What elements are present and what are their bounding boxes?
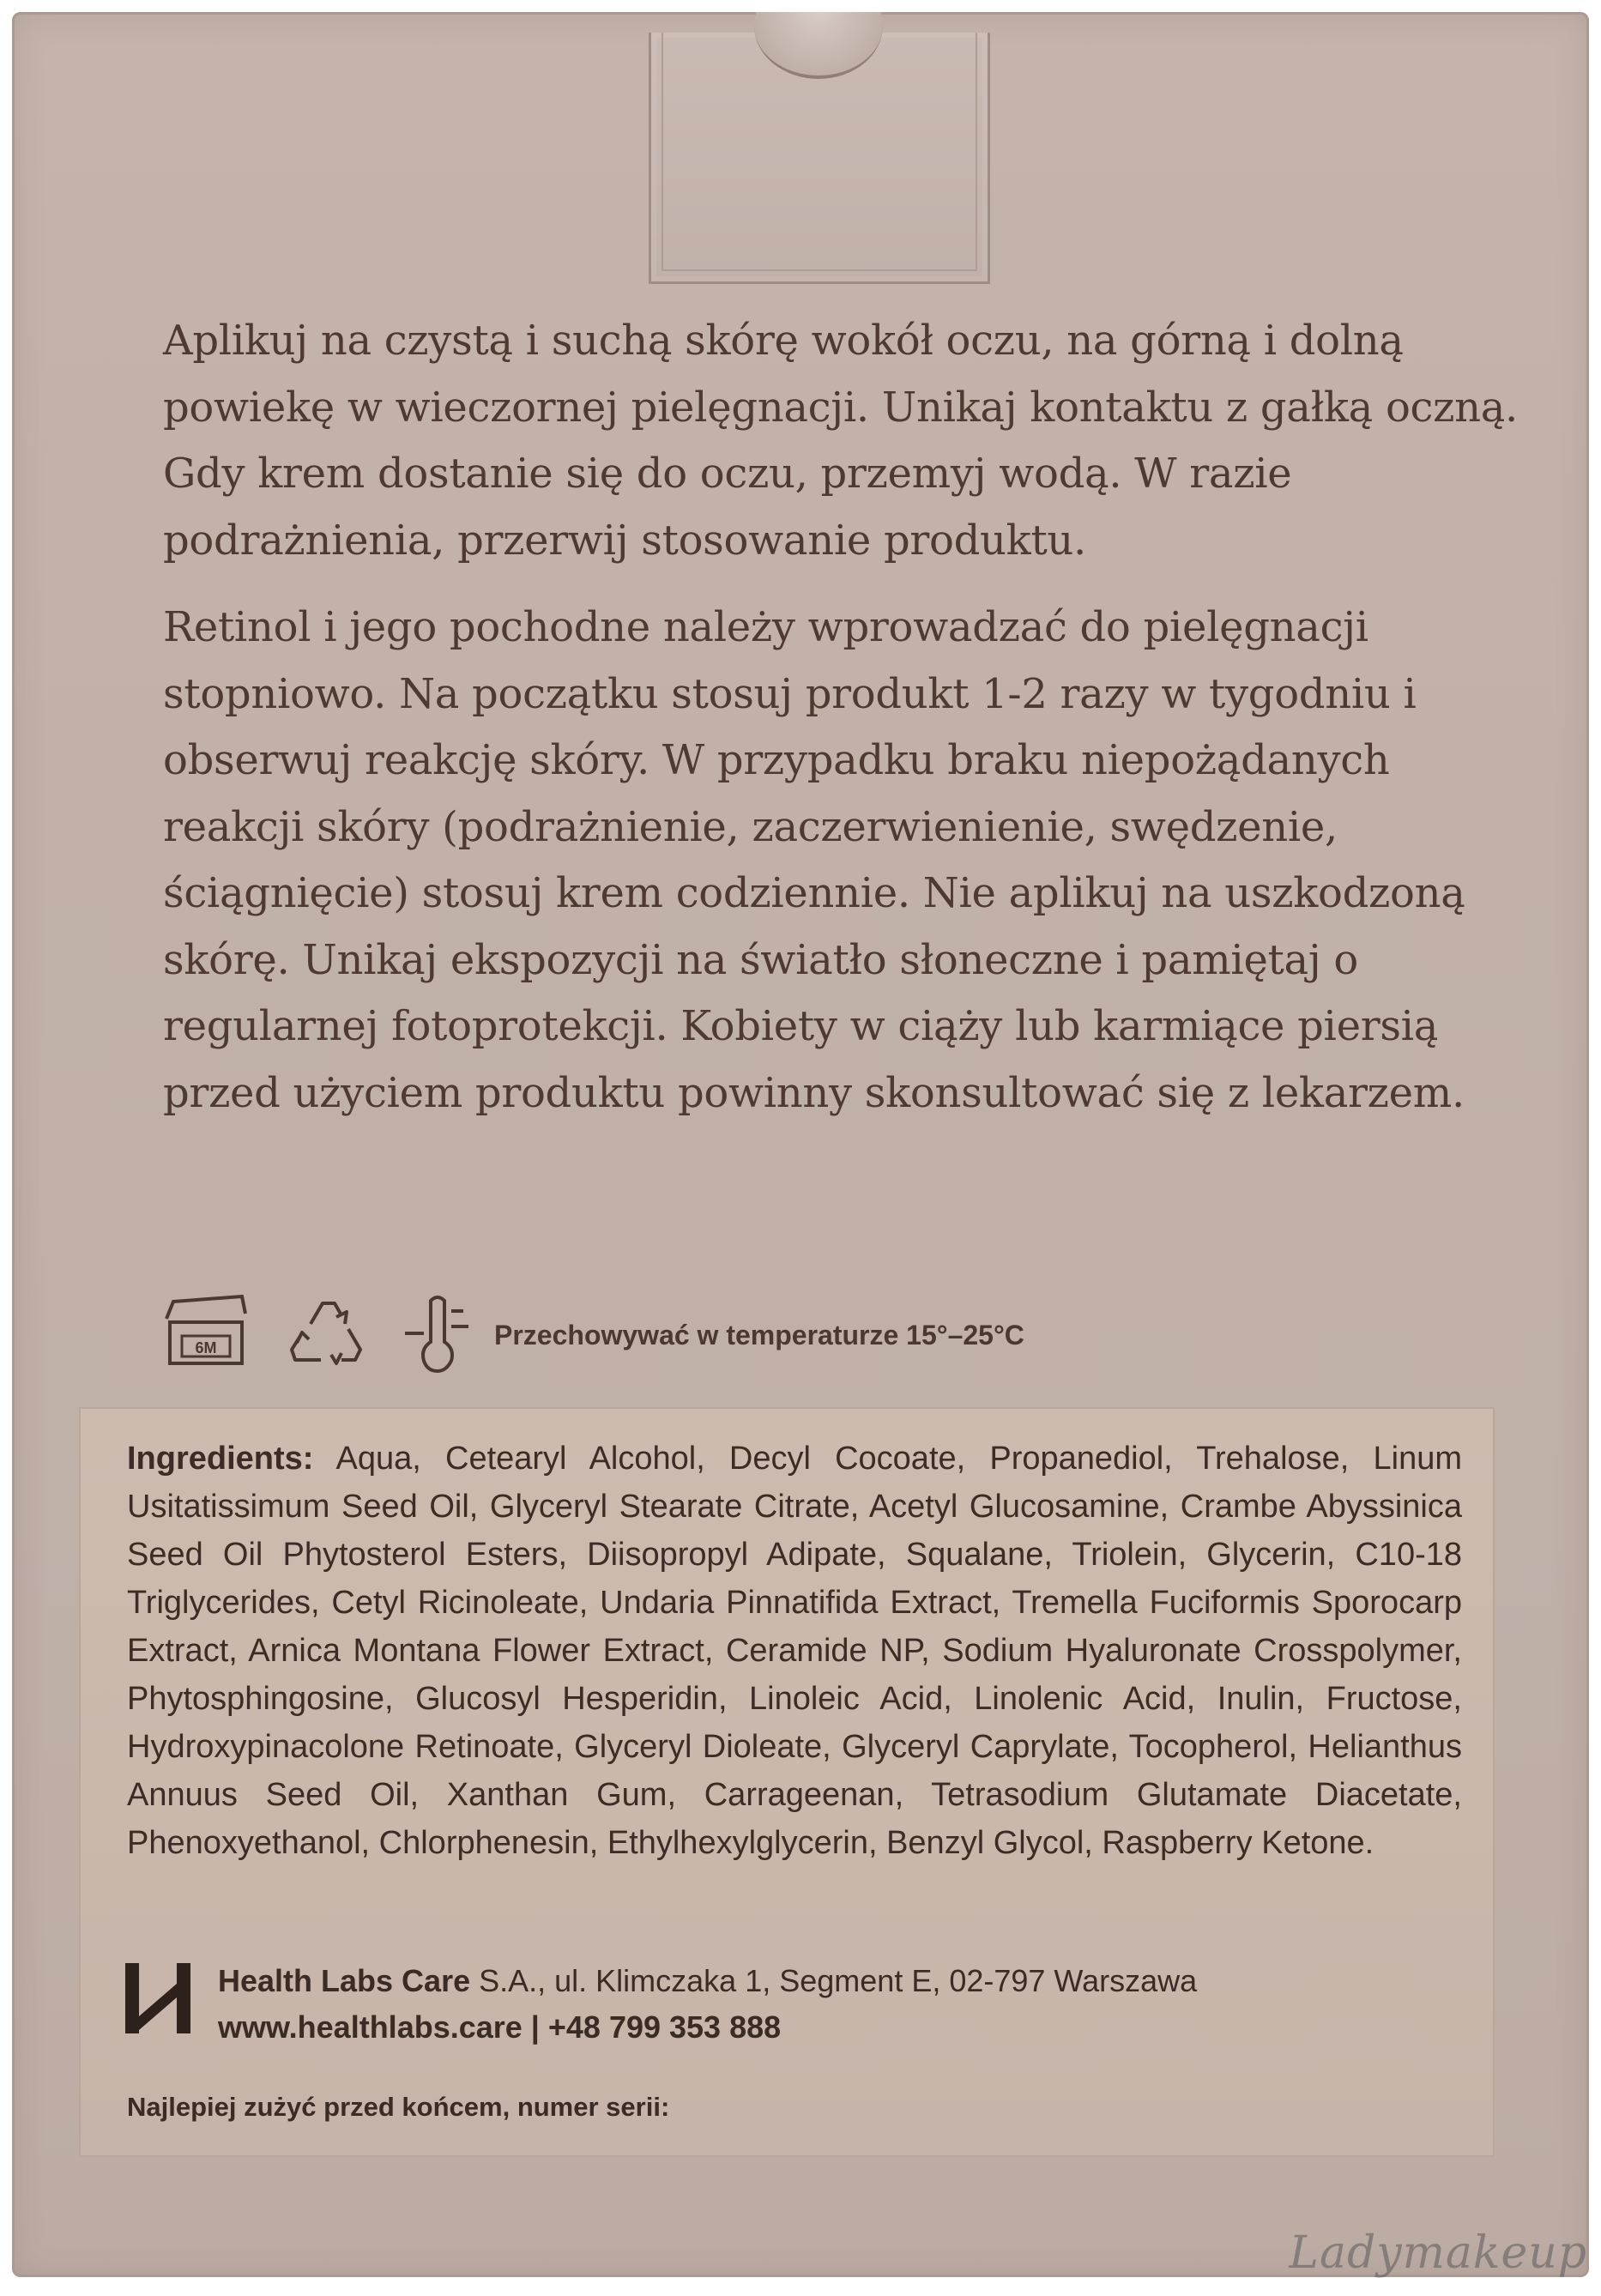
open-jar-icon xyxy=(163,1295,249,1376)
ingredients-text xyxy=(127,1435,1462,1867)
company-address: S.A., ul. Klimczaka 1, Segment E, 02-797 Warszawa xyxy=(470,1963,1198,1998)
company-address-line xyxy=(218,1958,1197,2004)
company-name: Health Labs Care xyxy=(218,1963,471,1998)
cosmetic-box-back xyxy=(12,12,1589,2277)
ingredients-label xyxy=(81,1409,1493,2155)
company-info xyxy=(124,1958,1462,2052)
usage-instructions xyxy=(163,308,1519,1147)
ingredients-heading: Ingredients: xyxy=(127,1441,314,1477)
box-tuck-flap xyxy=(649,33,990,284)
company-contact: www.healthlabs.care | +48 799 353 888 xyxy=(218,2009,782,2045)
recycle-icon xyxy=(285,1295,367,1376)
usage-paragraph-2: Retinol i jego pochodne należy wprowadzać do pielęgnacji stopniowo. Na początku stosuj produkt 1-2 razy w tygodniu i obserwuj reakcję skóry. W przypadku braku niepożądanych reakcji skóry (podrażnienie, zaczerwienienie, swędzenie, ściągnięcie) stosuj krem codziennie. Nie aplikuj na uszkodzoną skórę. Unikaj ekspozycji na światło słoneczne i pamiętaj o regularnej fotoprotekcji. Kobiety w ciąży lub karmiące piersią przed użyciem produktu powinny skonsultować się z lekarzem. xyxy=(163,603,1465,1117)
thermometer-icon xyxy=(403,1292,472,1379)
watermark-text: Ladymakeup xyxy=(1289,2227,1587,2279)
usage-paragraph-1: Aplikuj na czystą i suchą skórę wokół oczu, na górną i dolną powiekę w wieczornej pielęgnacji. Unikaj kontaktu z gałką oczną. Gdy krem dostanie się do oczu, przemyj wodą. W razie podrażnienia, przerwij stosowanie produktu. xyxy=(163,317,1519,565)
storage-temperature-text: Przechowywać w temperaturze 15°–25°C xyxy=(494,1319,1024,1350)
best-before-text: Najlepiej zużyć przed końcem, numer serii: xyxy=(127,2092,670,2122)
company-lines xyxy=(218,1958,1197,2051)
pao-label: 6M xyxy=(195,1338,217,1356)
symbols-row xyxy=(163,1292,1364,1378)
health-labs-logo-icon xyxy=(124,1960,192,2041)
ingredients-list: Aqua, Cetearyl Alcohol, Decyl Cocoate, Propanediol, Trehalose, Linum Usitatissimum Seed Oil, Glyceryl Stearate Citrate, Acetyl Glucosamine, Crambe Abyssinica Seed Oil Phytosterol Esters, Diisopropyl Adipate, Squalane, Triolein, Glycerin, C10-18 Triglycerides, Cetyl Ricinoleate, Undaria Pinnatifida Extract, Tremella Fuciformis Sporocarp Extract, Arnica Montana Flower Extract, Ceramide NP, Sodium Hyaluronate Crosspolymer, Phytosphingosine, Glucosyl Hesperidin, Linoleic Acid, Linolenic Acid, Inulin, Fructose, Hydroxypinacolone Retinoate, Glyceryl Dioleate, Glyceryl Caprylate, Tocopherol, Helianthus Annuus Seed Oil, Xanthan Gum, Carrageenan, Tetrasodium Glutamate Diacetate, Phenoxyethanol, Chlorphenesin, Ethylhexylglycerin, Benzyl Glycol, Raspberry Ketone. xyxy=(127,1441,1462,1861)
